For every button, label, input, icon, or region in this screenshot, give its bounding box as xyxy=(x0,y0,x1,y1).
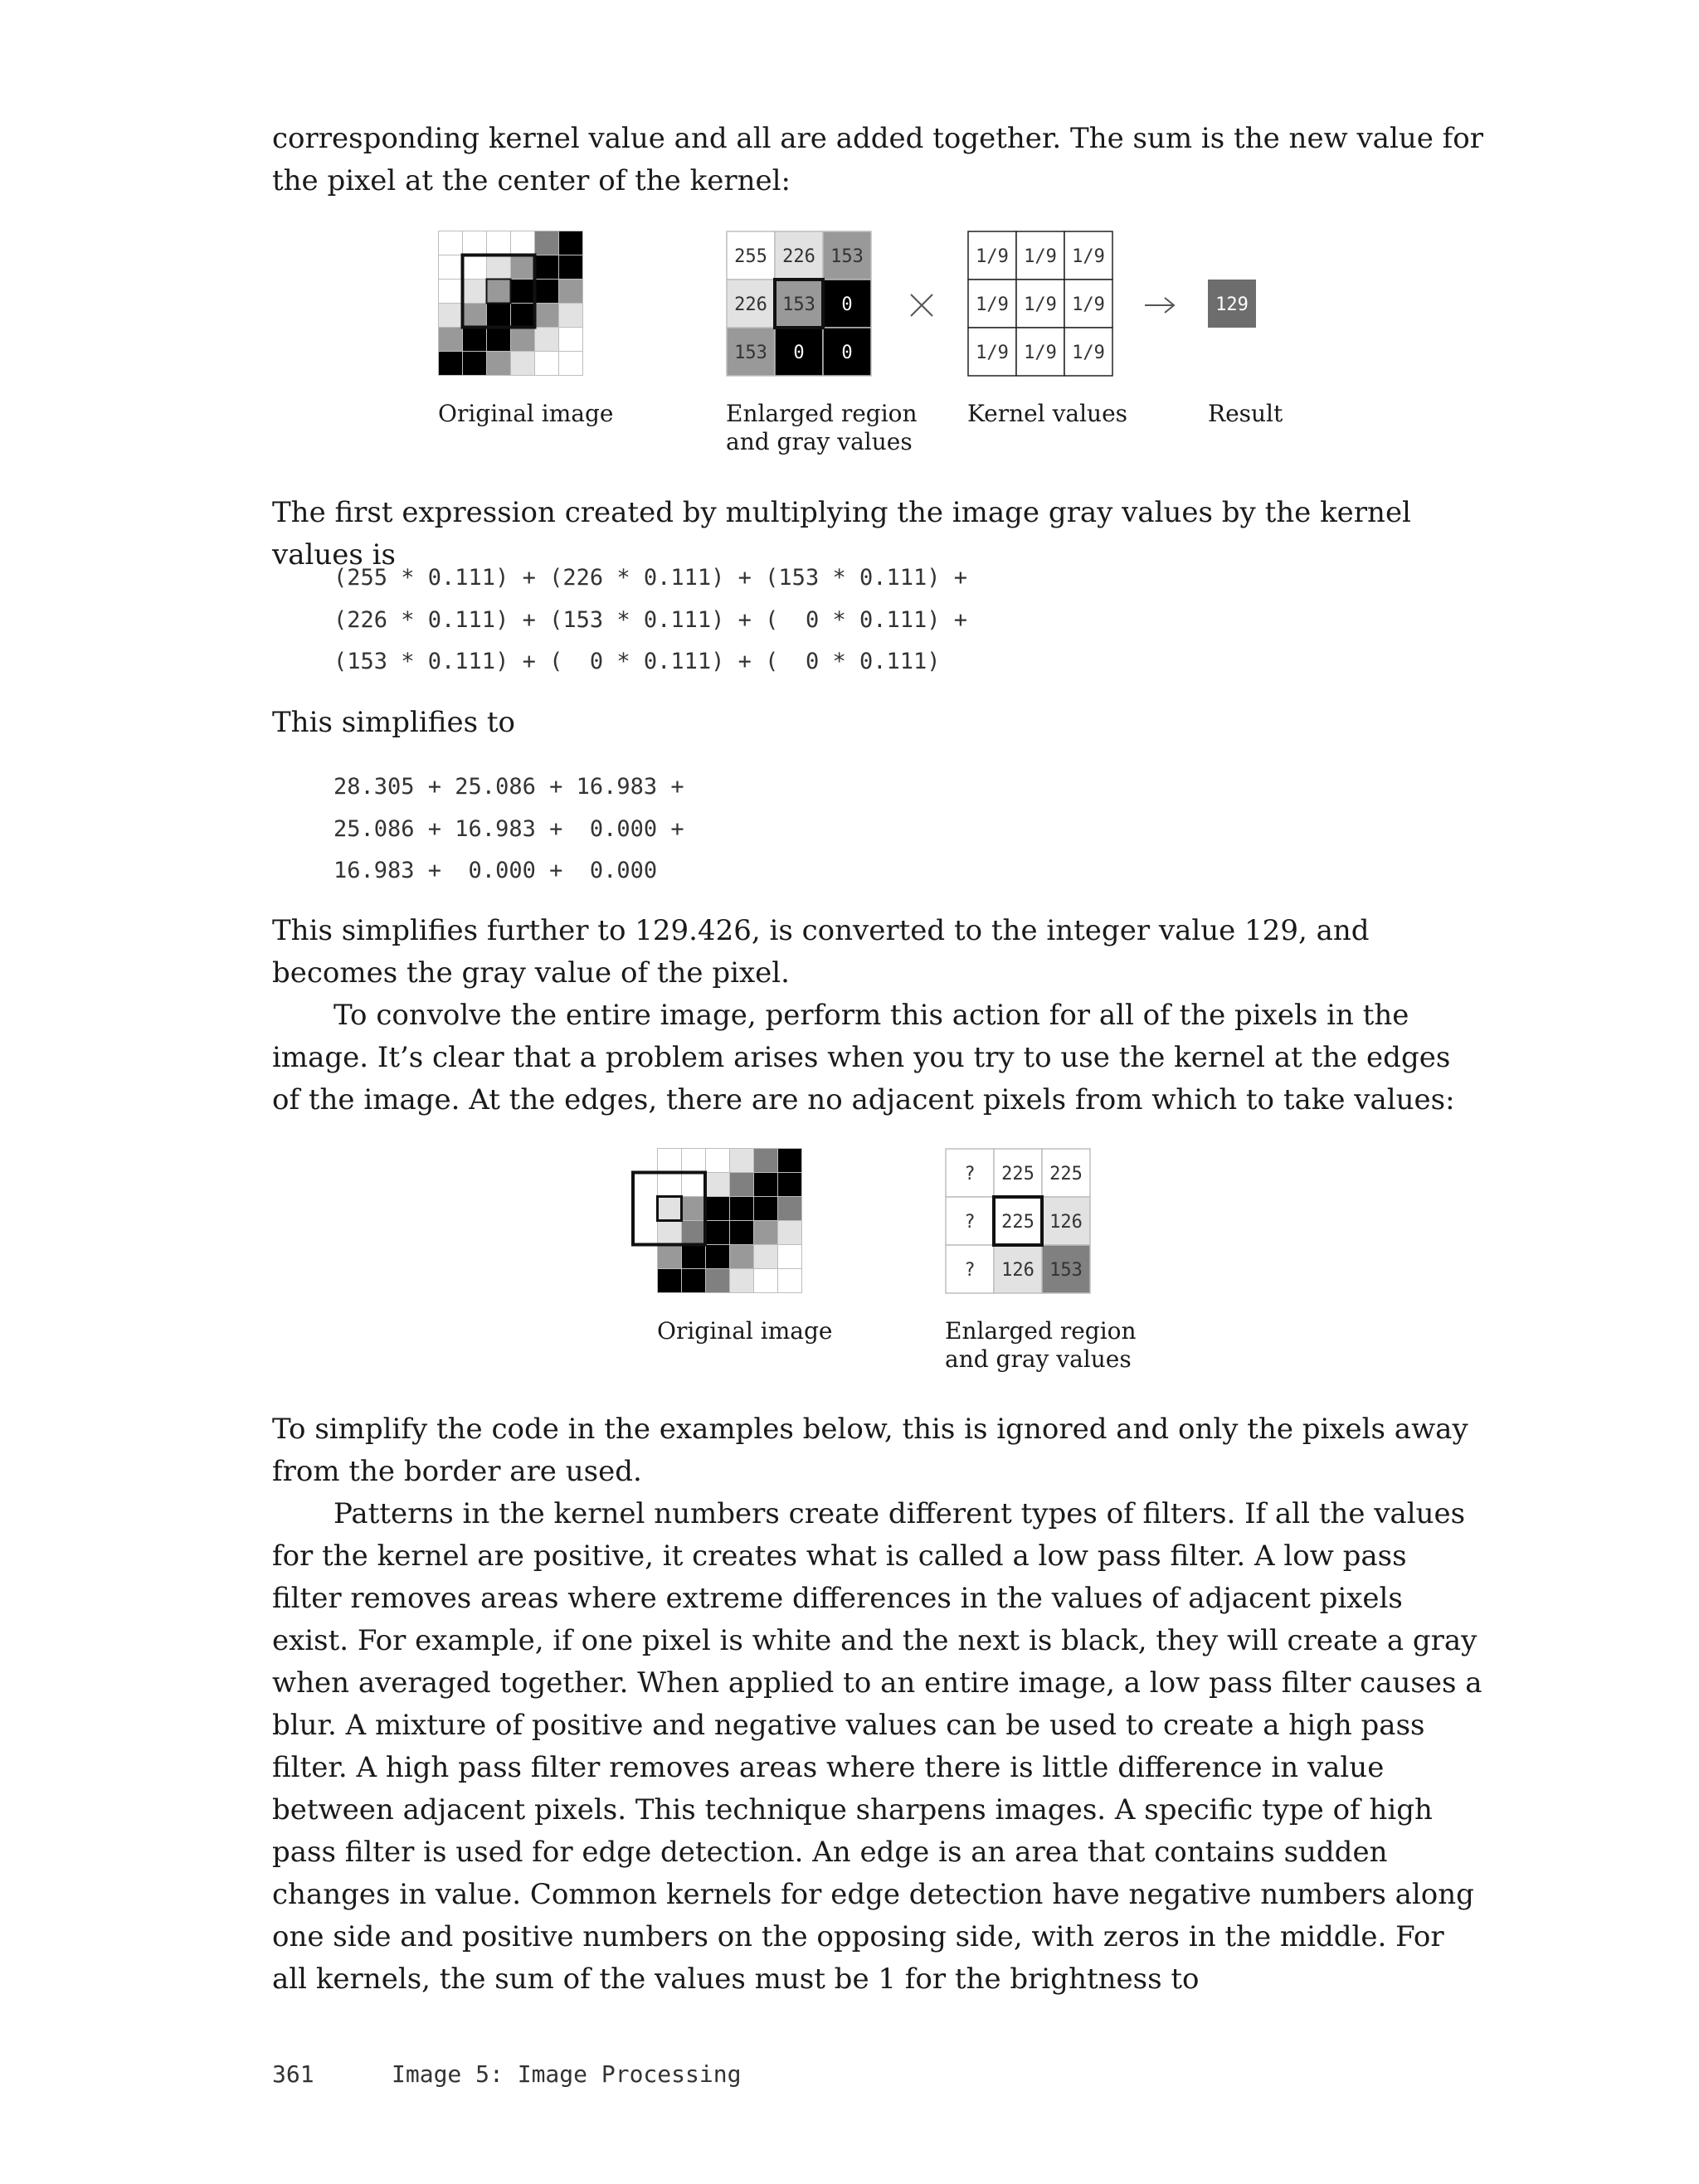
pixel-cell xyxy=(706,1245,730,1269)
figure1-original-image xyxy=(438,231,584,377)
figure2-original-grid xyxy=(630,1148,805,1294)
figure1-kernel-grid xyxy=(967,231,1113,377)
pixel-cell xyxy=(658,1197,682,1221)
pixel-cell xyxy=(511,280,535,304)
pixel-cell xyxy=(658,1149,682,1173)
pixel-cell xyxy=(439,352,463,376)
pixel-cell xyxy=(682,1221,706,1245)
value-label: 153 xyxy=(734,343,767,363)
figure1-enlarged-grid xyxy=(726,231,872,377)
value-label: 153 xyxy=(1049,1260,1083,1281)
pixel-cell xyxy=(511,255,535,280)
figure1-caption-result: Result xyxy=(1208,400,1283,427)
pixel-cell xyxy=(535,255,559,280)
pixel-cell xyxy=(535,304,559,328)
code-expression-line: (153 * 0.111) + ( 0 * 0.111) + ( 0 * 0.111) xyxy=(333,649,941,674)
figure1-original-grid xyxy=(438,231,584,377)
pixel-cell xyxy=(511,352,535,376)
pixel-cell xyxy=(439,304,463,328)
pixel-cell xyxy=(487,304,511,328)
pixel-cell xyxy=(730,1149,754,1173)
figure2-caption-enlarged-line1: Enlarged region xyxy=(945,1317,1137,1345)
pixel-cell xyxy=(535,280,559,304)
pixel-cell xyxy=(754,1245,778,1269)
value-label: 1/9 xyxy=(1024,246,1057,267)
code-sum-line: 16.983 + 0.000 + 0.000 xyxy=(333,858,658,883)
pixel-cell xyxy=(730,1221,754,1245)
pixel-cell xyxy=(682,1197,706,1221)
pixel-cell xyxy=(511,328,535,352)
code-expression-line: (255 * 0.111) + (226 * 0.111) + (153 * 0.111) + xyxy=(333,565,968,591)
page-number: 361 xyxy=(272,2060,314,2088)
pixel-cell xyxy=(439,328,463,352)
value-label: 1/9 xyxy=(976,246,1009,267)
paragraph-further-text: This simplifies further to 129.426, is converted to the integer value 129, and becomes the gray value of the pixel. xyxy=(272,914,1370,990)
value-label: 1/9 xyxy=(1072,294,1105,315)
pixel-cell xyxy=(559,231,583,255)
pixel-cell xyxy=(463,304,487,328)
paragraph-ignore xyxy=(272,1408,1483,2001)
pixel-cell xyxy=(778,1245,802,1269)
figure1-caption-kernel: Kernel values xyxy=(967,400,1128,427)
value-label: 225 xyxy=(1001,1212,1034,1233)
value-label: 0 xyxy=(841,294,853,315)
pixel-cell xyxy=(754,1197,778,1221)
pixel-cell xyxy=(487,352,511,376)
figure1-kernel-values xyxy=(967,231,1113,377)
pixel-cell xyxy=(511,231,535,255)
figure1-result-box xyxy=(1208,280,1256,328)
value-label: 1/9 xyxy=(976,343,1009,363)
pixel-cell xyxy=(682,1269,706,1293)
figure2-caption-enlarged-line2: and gray values xyxy=(945,1345,1132,1373)
pixel-cell xyxy=(535,328,559,352)
paragraph-further xyxy=(272,910,1483,1121)
value-label: 255 xyxy=(734,246,767,267)
pixel-cell xyxy=(778,1149,802,1173)
value-label: 153 xyxy=(830,246,864,267)
value-label: ? xyxy=(964,1260,976,1281)
pixel-cell xyxy=(511,304,535,328)
pixel-cell xyxy=(778,1173,802,1197)
pixel-cell xyxy=(463,255,487,280)
pixel-cell xyxy=(439,231,463,255)
pixel-cell xyxy=(658,1221,682,1245)
pixel-cell xyxy=(559,352,583,376)
code-sum-line: 28.305 + 25.086 + 16.983 + xyxy=(333,774,684,800)
paragraph-first-expression-text: The first expression created by multiplying the image gray values by the kernel values is xyxy=(272,496,1411,572)
pixel-cell xyxy=(706,1197,730,1221)
pixel-cell xyxy=(778,1269,802,1293)
pixel-cell xyxy=(559,255,583,280)
pixel-cell xyxy=(463,352,487,376)
paragraph-intro xyxy=(272,118,1483,202)
pixel-cell xyxy=(682,1173,706,1197)
pixel-cell xyxy=(730,1269,754,1293)
paragraph-patterns-text: Patterns in the kernel numbers create different types of filters. If all the values for the kernel are positive, it creates what is called a low pass filter. A low pass filter removes areas where extreme differences in the values of adjacent pixels exist. For example, if one pixel is white and the next is black, they will create a gray when averaged together. When applied to an entire image, a low pass filter causes a blur. A mixture of positive and negative values can be used to create a high pass filter. A high pass filter removes areas where there is little difference in value between adjacent pixels. This technique sharpens images. A specific type of high pass filter is used for edge detection. An edge is an area that contains sudden changes in value. Common kernels for edge detection have negative numbers along one side and positive numbers on the opposing side, with zeros in the middle. For all kernels, the sum of the values must be 1 for the brightness to xyxy=(272,1497,1482,1996)
value-label: 226 xyxy=(734,294,767,315)
figure2-original-image xyxy=(630,1148,805,1294)
value-label: 225 xyxy=(1049,1164,1083,1184)
value-label: 126 xyxy=(1001,1260,1034,1281)
pixel-cell xyxy=(706,1149,730,1173)
figure1-enlarged-region xyxy=(726,231,872,377)
pixel-cell xyxy=(463,328,487,352)
pixel-cell xyxy=(559,304,583,328)
pixel-cell xyxy=(658,1269,682,1293)
pixel-cell xyxy=(658,1173,682,1197)
figure1-caption-original: Original image xyxy=(438,400,614,427)
arrow-right-icon xyxy=(1143,293,1176,318)
pixel-cell xyxy=(706,1269,730,1293)
pixel-cell xyxy=(658,1245,682,1269)
figure2-caption-original: Original image xyxy=(657,1317,833,1345)
pixel-cell xyxy=(487,280,511,304)
pixel-cell xyxy=(754,1173,778,1197)
value-label: 0 xyxy=(841,343,853,363)
figure2-enlarged-region xyxy=(945,1148,1091,1294)
value-label: 0 xyxy=(793,343,805,363)
value-label: 225 xyxy=(1001,1164,1034,1184)
pixel-cell xyxy=(754,1221,778,1245)
pixel-cell xyxy=(487,255,511,280)
value-label: 1/9 xyxy=(1024,343,1057,363)
value-label: 1/9 xyxy=(1024,294,1057,315)
value-label: ? xyxy=(964,1212,976,1233)
pixel-cell xyxy=(754,1149,778,1173)
value-label: 226 xyxy=(782,246,815,267)
code-expression xyxy=(333,557,967,683)
value-label: 1/9 xyxy=(1072,343,1105,363)
pixel-cell xyxy=(754,1269,778,1293)
pixel-cell xyxy=(487,328,511,352)
figure2-enlarged-grid xyxy=(945,1148,1091,1294)
pixel-cell xyxy=(463,280,487,304)
paragraph-simplifies-text: This simplifies to xyxy=(272,706,515,739)
paragraph-ignore-text: To simplify the code in the examples below, this is ignored and only the pixels away from the border are used. xyxy=(272,1413,1468,1488)
figure1-caption-enlarged-line1: Enlarged region xyxy=(726,400,918,427)
figure1-caption-enlarged-line2: and gray values xyxy=(726,428,913,455)
paragraph-simplifies xyxy=(272,702,1483,744)
value-label: 1/9 xyxy=(976,294,1009,315)
pixel-cell xyxy=(535,231,559,255)
running-title: Image 5: Image Processing xyxy=(392,2060,742,2088)
pixel-cell xyxy=(682,1149,706,1173)
pixel-cell xyxy=(535,352,559,376)
value-label: 153 xyxy=(782,294,815,315)
pixel-cell xyxy=(706,1221,730,1245)
pixel-cell xyxy=(706,1173,730,1197)
value-label: 1/9 xyxy=(1072,246,1105,267)
pixel-cell xyxy=(559,280,583,304)
pixel-cell xyxy=(559,328,583,352)
value-label: 126 xyxy=(1049,1212,1083,1233)
code-sum-line: 25.086 + 16.983 + 0.000 + xyxy=(333,815,684,842)
pixel-cell xyxy=(730,1245,754,1269)
pixel-cell xyxy=(730,1197,754,1221)
pixel-cell xyxy=(439,255,463,280)
code-sum xyxy=(333,766,684,893)
pixel-cell xyxy=(682,1245,706,1269)
pixel-cell xyxy=(487,231,511,255)
pixel-cell xyxy=(778,1197,802,1221)
result-label: 129 xyxy=(1215,294,1249,315)
pixel-cell xyxy=(439,280,463,304)
pixel-cell xyxy=(463,231,487,255)
figure1-result xyxy=(1208,280,1256,328)
value-label: ? xyxy=(964,1164,976,1184)
paragraph-intro-text: corresponding kernel value and all are added together. The sum is the new value for the pixel at the center of the kernel: xyxy=(272,122,1483,197)
times-icon xyxy=(908,292,935,319)
pixel-cell xyxy=(730,1173,754,1197)
pixel-cell xyxy=(778,1221,802,1245)
paragraph-convolve-text: To convolve the entire image, perform this action for all of the pixels in the image. It’s clear that a problem arises when you try to use the kernel at the edges of the image. At the edges, there are no adjacent pixels from which to take values: xyxy=(272,999,1455,1116)
code-expression-line: (226 * 0.111) + (153 * 0.111) + ( 0 * 0.111) + xyxy=(333,606,968,633)
